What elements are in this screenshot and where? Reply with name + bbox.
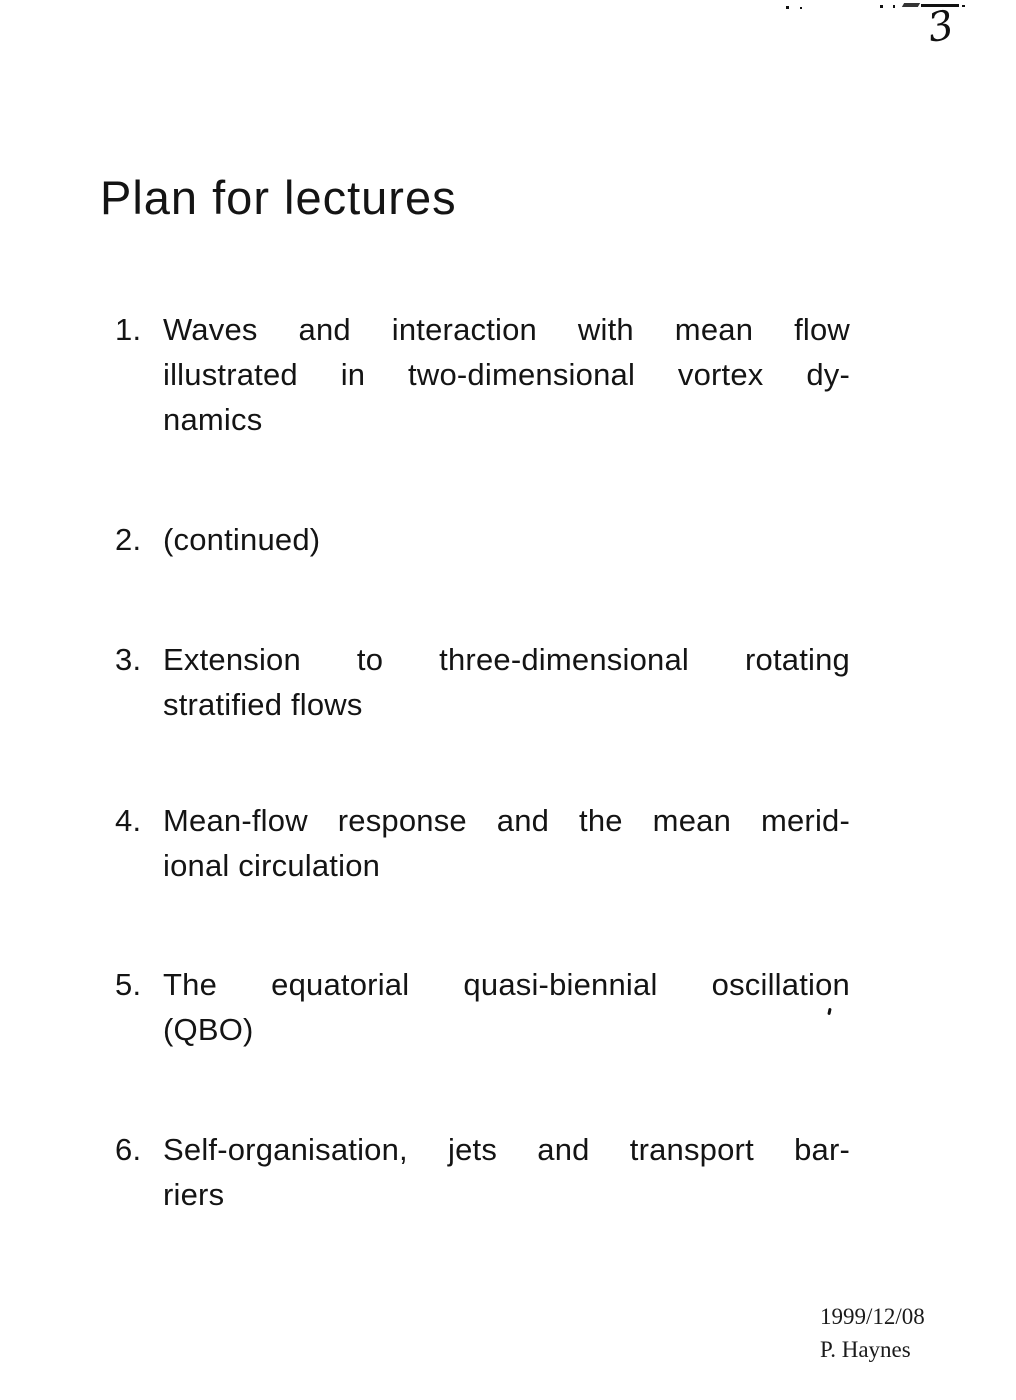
list-item-3 [115, 637, 855, 727]
list-item-text [163, 962, 850, 1052]
scan-artifact-dot [893, 5, 895, 8]
list-item-number: 4. [115, 803, 142, 838]
list-item-4 [115, 798, 855, 888]
scan-artifact-dot [786, 6, 789, 9]
text-line: (continued) [163, 522, 321, 557]
scan-artifact-dot [880, 5, 883, 8]
text-line: riers [163, 1177, 225, 1212]
scan-artifact-dot [962, 5, 965, 7]
list-item-5 [115, 962, 855, 1052]
list-item-text [163, 1127, 850, 1217]
text-line: Waves and interaction with mean flow [163, 312, 850, 347]
text-line: Mean-flow response and the mean merid- [163, 803, 850, 838]
list-item-1 [115, 307, 855, 442]
text-line: stratified flows [163, 687, 363, 722]
scan-artifact-dot [800, 7, 802, 9]
text-line: Self-organisation, jets and transport bar- [163, 1132, 850, 1167]
list-item-text [163, 517, 850, 562]
text-line: Extension to three-dimensional rotating [163, 642, 850, 677]
list-item-number: 2. [115, 522, 142, 557]
footer [820, 1300, 925, 1366]
list-item-text [163, 637, 850, 727]
text-line: namics [163, 402, 263, 437]
text-line: illustrated in two-dimensional vortex dy- [163, 357, 850, 392]
list-item-text [163, 307, 850, 442]
list-item-2 [115, 517, 855, 562]
list-item-number: 1. [115, 312, 142, 347]
list-item-6 [115, 1127, 855, 1217]
list-item-number: 5. [115, 967, 142, 1002]
scan-artifact-scribble [902, 3, 920, 7]
handwritten-page-number: 3 [924, 2, 958, 52]
footer-author: P. Haynes [820, 1337, 911, 1362]
text-line: (QBO) [163, 1012, 254, 1047]
text-line: The equatorial quasi-biennial oscillation [163, 967, 850, 1002]
footer-date: 1999/12/08 [820, 1304, 925, 1329]
list-item-text [163, 798, 850, 888]
list-item-number: 3. [115, 642, 142, 677]
list-item-number: 6. [115, 1132, 142, 1167]
page-title: Plan for lectures [100, 171, 457, 224]
text-line: ional circulation [163, 848, 381, 883]
